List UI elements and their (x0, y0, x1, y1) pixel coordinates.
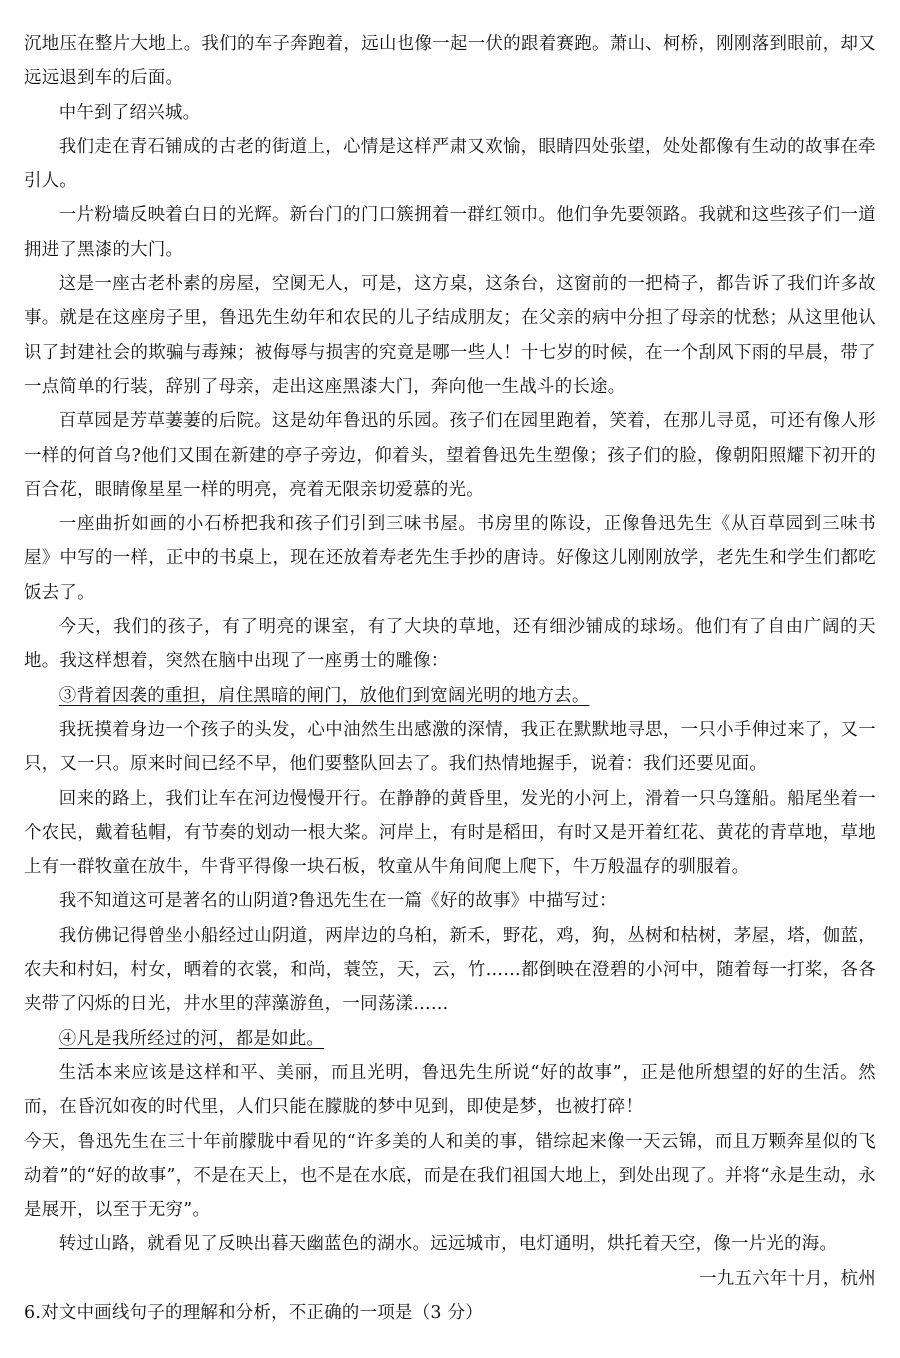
underlined-sentence-4: ④凡是我所经过的河，都是如此。 (58, 1028, 325, 1049)
paragraph-opening: 沉地压在整片大地上。我们的车子奔跑着，远山也像一起一伏的跟着赛跑。萧山、柯桥，刚刚落到眼前，却又远远退到车的后面。 (24, 34, 876, 89)
paragraph-sanwei-study: 一座曲折如画的小石桥把我和孩子们引到三味书屋。书房里的陈设，正像鲁迅先生《从百草园到三味书屋》中写的一样，正中的书桌上，现在还放着寿老先生手抄的唐诗。好像这儿刚刚放学，老先生和学生们都吃饭去了。 (24, 514, 876, 603)
question-6: 6.对文中画线句子的理解和分析，不正确的一项是（3 分） (24, 1302, 483, 1323)
paragraph-riverside: 回来的路上，我们让车在河边慢慢开行。在静静的黄昏里，发光的小河上，滑着一只乌篷船。船尾坐着一个农民，戴着毡帽，有节奏的划动一根大桨。河岸上，有时是稻田，有时又是开着红花、黄花的青草地，草地上有一群牧童在放牛，牛背平得像一块石板，牧童从牛角间爬上爬下，牛万般温存的驯服着。 (24, 788, 876, 878)
underlined-sentence-4-line (24, 1022, 876, 1056)
paragraph-baicaoyuan: 百草园是芳草萋萋的后院。这是幼年鲁迅的乐园。孩子们在园里跑着，笑着，在那儿寻觅，可还有像人形一样的何首乌?他们又围在新建的亭子旁边，仰着头，望着鲁迅先生塑像；孩子们的脸，像朝阳照耀下初开的百合花，眼睛像星星一样的明亮，亮着无限亲切爱慕的光。 (24, 411, 876, 500)
paragraph-good-story-quote: 我仿佛记得曾坐小船经过山阴道，两岸边的乌桕，新禾，野花，鸡，狗，丛树和枯树，茅屋，塔，伽蓝，农夫和村妇，村女，晒着的衣裳，和尚，蓑笠，天，云，竹……都倒映在澄碧的小河中，随着每一打桨，各各夹带了闪烁的日光，井水里的萍藻游鱼，一同荡漾…… (24, 925, 876, 1015)
paragraph-lake: 转过山路，就看见了反映出暮天幽蓝色的湖水。远远城市，电灯通明，烘托着天空，像一片光的海。 (58, 1234, 838, 1255)
paragraph-today-luxun: 今天，鲁迅先生在三十年前朦胧中看见的“许多美的人和美的事，错综起来像一天云锦，而且万颗奔星似的飞动着”的“好的故事”，不是在天上，也不是在水底，而是在我们祖国大地上，到处出现了。并将“永是生动，永是展开，以至于无穷”。 (24, 1131, 876, 1221)
paragraph-noon-shaoxing: 中午到了绍兴城。 (58, 102, 201, 123)
paragraph-old-street: 我们走在青石铺成的古老的街道上，心情是这样严肃又欢愉，眼睛四处张望，处处都像有生动的故事在牵引人。 (24, 136, 876, 192)
underlined-sentence-3: ③背着因袭的重担，肩住黑暗的闸门，放他们到宽阔光明的地方去。 (58, 685, 590, 706)
paragraph-life-should-be: 生活本来应该是这样和平、美丽，而且光明，鲁迅先生所说“好的故事”，正是他所想望的好的生活。然而，在昏沉如夜的时代里，人们只能在朦胧的梦中见到，即使是梦，也被打碎！ (24, 1062, 876, 1118)
document-page (24, 27, 876, 1330)
signature-date-place: 一九五六年十月，杭州 (699, 1268, 876, 1289)
paragraph-handshake: 我抚摸着身边一个孩子的头发，心中油然生出感激的深情，我正在默默地寻思，一只小手伸过来了，又一只，又一只。原来时间已经不早，他们要整队回去了。我们热情地握手，说着：我们还要见面。 (24, 719, 876, 775)
paragraph-white-wall: 一片粉墙反映着白日的光辉。新台门的门口簇拥着一群红领巾。他们争先要领路。我就和这些孩子们一道拥进了黑漆的大门。 (24, 205, 876, 260)
paragraph-old-house: 这是一座古老朴素的房屋，空阒无人，可是，这方桌，这条台，这窗前的一把椅子，都告诉了我们许多故事。就是在这座房子里，鲁迅先生幼年和农民的儿子结成朋友；在父亲的病中分担了母亲的忧愁；从这里他认识了封建社会的欺骗与毒辣；被侮辱与损害的究竟是哪一些人！十七岁的时候，在一个刮风下雨的早晨，带了一点简单的行装，辞别了母亲，走出这座黑漆大门，奔向他一生战斗的长途。 (24, 274, 876, 397)
paragraph-today-children: 今天，我们的孩子，有了明亮的课室，有了大块的草地，还有细沙铺成的球场。他们有了自由广阔的天地。我这样想着，突然在脑中出现了一座勇士的雕像： (24, 617, 876, 672)
underlined-sentence-3-line (24, 679, 876, 713)
paragraph-shanyin-road: 我不知道这可是著名的山阴道?鲁迅先生在一篇《好的故事》中描写过： (58, 891, 617, 912)
